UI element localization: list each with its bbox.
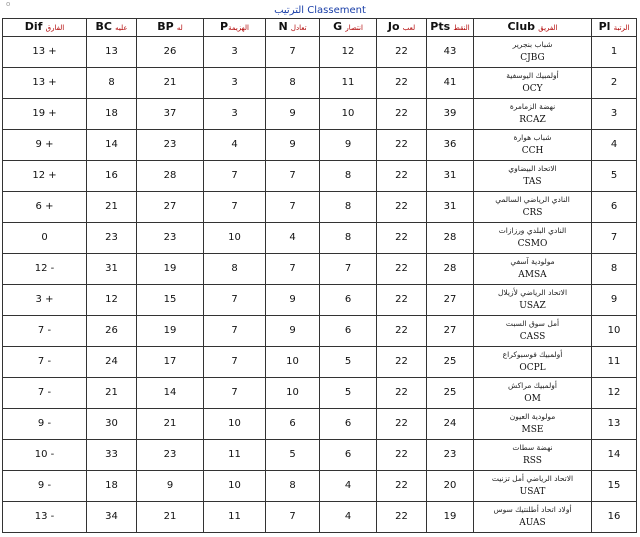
- cell-lost: 7: [204, 192, 266, 223]
- cell-won: 8: [320, 223, 377, 254]
- cell-goals-for: 23: [137, 130, 204, 161]
- cell-won: 9: [320, 130, 377, 161]
- cell-points: 25: [427, 347, 474, 378]
- club-name-arabic: شباب هوارة: [513, 133, 552, 142]
- club-name-arabic: مولودية آسفي: [510, 257, 555, 266]
- cell-club: [474, 130, 592, 161]
- cell-lost: 7: [204, 316, 266, 347]
- table-row: [3, 316, 637, 347]
- club-code: CASS: [519, 332, 546, 342]
- header-diff: Dif الفارق: [3, 19, 87, 37]
- cell-club: [474, 99, 592, 130]
- cell-lost: 7: [204, 285, 266, 316]
- cell-lost: 7: [204, 161, 266, 192]
- table-row: [3, 161, 637, 192]
- club-name-arabic: أولمبيك مراكش: [508, 381, 557, 390]
- cell-goals-for: 14: [137, 378, 204, 409]
- cell-goals-for: 17: [137, 347, 204, 378]
- cell-points: 36: [427, 130, 474, 161]
- header-lost: Pالهزيمة: [204, 19, 266, 37]
- cell-club: [474, 440, 592, 471]
- cell-played: 22: [377, 347, 427, 378]
- cell-diff: 7 -: [3, 378, 87, 409]
- cell-won: 4: [320, 471, 377, 502]
- cell-won: 11: [320, 68, 377, 99]
- cell-drawn: 7: [266, 254, 320, 285]
- cell-won: 8: [320, 192, 377, 223]
- cell-rank: 9: [592, 285, 637, 316]
- cell-goals-against: 13: [87, 37, 137, 68]
- club-code: USAT: [519, 487, 546, 497]
- cell-points: 20: [427, 471, 474, 502]
- cell-played: 22: [377, 37, 427, 68]
- cell-played: 22: [377, 285, 427, 316]
- cell-rank: 4: [592, 130, 637, 161]
- cell-club: [474, 192, 592, 223]
- cell-points: 27: [427, 316, 474, 347]
- club-code: TAS: [523, 177, 542, 187]
- cell-points: 31: [427, 161, 474, 192]
- cell-drawn: 9: [266, 285, 320, 316]
- cell-club: [474, 378, 592, 409]
- cell-goals-against: 24: [87, 347, 137, 378]
- cell-club: [474, 502, 592, 533]
- cell-diff: 0: [3, 223, 87, 254]
- cell-drawn: 9: [266, 99, 320, 130]
- table-row: [3, 223, 637, 254]
- title-arabic: الترتيب: [274, 5, 305, 16]
- cell-goals-against: 12: [87, 285, 137, 316]
- cell-drawn: 6: [266, 409, 320, 440]
- cell-won: 7: [320, 254, 377, 285]
- table-row: [3, 502, 637, 533]
- cell-points: 39: [427, 99, 474, 130]
- stray-mark: o: [6, 0, 11, 8]
- club-code: RSS: [523, 456, 542, 466]
- club-name-arabic: نهضة سطات: [512, 443, 553, 452]
- club-code: CSMO: [517, 239, 548, 249]
- cell-played: 22: [377, 378, 427, 409]
- club-name-arabic: أولمبيك اليوسفية: [506, 71, 559, 80]
- cell-goals-for: 27: [137, 192, 204, 223]
- table-row: [3, 192, 637, 223]
- cell-lost: 3: [204, 68, 266, 99]
- cell-drawn: 7: [266, 37, 320, 68]
- cell-played: 22: [377, 99, 427, 130]
- cell-goals-for: 19: [137, 254, 204, 285]
- table-row: [3, 409, 637, 440]
- cell-goals-for: 26: [137, 37, 204, 68]
- table-row: [3, 37, 637, 68]
- header-won: G انتصار: [320, 19, 377, 37]
- cell-lost: 7: [204, 378, 266, 409]
- standings-table: [2, 18, 637, 533]
- cell-diff: 6 +: [3, 192, 87, 223]
- cell-diff: 9 -: [3, 471, 87, 502]
- cell-goals-for: 21: [137, 68, 204, 99]
- table-row: [3, 378, 637, 409]
- club-name-arabic: النادي الرياضي السالمي: [495, 195, 570, 204]
- cell-rank: 10: [592, 316, 637, 347]
- cell-won: 10: [320, 99, 377, 130]
- cell-rank: 5: [592, 161, 637, 192]
- cell-played: 22: [377, 192, 427, 223]
- cell-rank: 3: [592, 99, 637, 130]
- cell-points: 28: [427, 254, 474, 285]
- cell-goals-for: 23: [137, 223, 204, 254]
- cell-points: 24: [427, 409, 474, 440]
- cell-lost: 11: [204, 502, 266, 533]
- table-row: [3, 347, 637, 378]
- cell-goals-for: 9: [137, 471, 204, 502]
- cell-rank: 7: [592, 223, 637, 254]
- header-rank: Pl الرتبة: [592, 19, 637, 37]
- cell-rank: 12: [592, 378, 637, 409]
- table-row: [3, 254, 637, 285]
- cell-diff: 12 +: [3, 161, 87, 192]
- cell-goals-against: 30: [87, 409, 137, 440]
- cell-points: 23: [427, 440, 474, 471]
- table-row: [3, 440, 637, 471]
- cell-won: 12: [320, 37, 377, 68]
- cell-goals-against: 21: [87, 378, 137, 409]
- cell-rank: 6: [592, 192, 637, 223]
- cell-won: 6: [320, 440, 377, 471]
- table-row: [3, 68, 637, 99]
- cell-drawn: 7: [266, 192, 320, 223]
- cell-diff: 9 -: [3, 409, 87, 440]
- cell-won: 4: [320, 502, 377, 533]
- cell-diff: 7 -: [3, 347, 87, 378]
- table-row: [3, 471, 637, 502]
- cell-played: 22: [377, 223, 427, 254]
- club-code: OM: [524, 394, 541, 404]
- cell-lost: 3: [204, 37, 266, 68]
- cell-club: [474, 68, 592, 99]
- cell-points: 27: [427, 285, 474, 316]
- cell-lost: 10: [204, 471, 266, 502]
- header-played: Jo لعب: [377, 19, 427, 37]
- club-name-arabic: مولودية العيون: [509, 412, 556, 421]
- cell-played: 22: [377, 254, 427, 285]
- cell-won: 6: [320, 316, 377, 347]
- header-drawn: N تعادل: [266, 19, 320, 37]
- header-goals-for: BP له: [137, 19, 204, 37]
- cell-diff: 13 +: [3, 37, 87, 68]
- cell-drawn: 10: [266, 347, 320, 378]
- cell-diff: 10 -: [3, 440, 87, 471]
- cell-rank: 15: [592, 471, 637, 502]
- club-name-arabic: أمل سوق السبت: [505, 319, 560, 328]
- cell-goals-for: 37: [137, 99, 204, 130]
- cell-drawn: 8: [266, 68, 320, 99]
- cell-won: 5: [320, 378, 377, 409]
- cell-lost: 7: [204, 347, 266, 378]
- cell-diff: 3 +: [3, 285, 87, 316]
- cell-goals-against: 31: [87, 254, 137, 285]
- header-row: [3, 19, 637, 37]
- club-name-arabic: الاتحاد الرياضي أمل تزنيت: [491, 474, 574, 483]
- cell-drawn: 9: [266, 316, 320, 347]
- cell-goals-for: 21: [137, 502, 204, 533]
- table-row: [3, 130, 637, 161]
- cell-goals-against: 33: [87, 440, 137, 471]
- club-name-arabic: شباب بنجرير: [512, 40, 553, 49]
- cell-points: 25: [427, 378, 474, 409]
- cell-lost: 3: [204, 99, 266, 130]
- club-name-arabic: النادي البلدي ورزازات: [498, 226, 567, 235]
- cell-drawn: 10: [266, 378, 320, 409]
- cell-club: [474, 285, 592, 316]
- cell-drawn: 7: [266, 161, 320, 192]
- club-code: MSE: [521, 425, 544, 435]
- cell-goals-against: 18: [87, 99, 137, 130]
- cell-lost: 10: [204, 409, 266, 440]
- cell-won: 6: [320, 409, 377, 440]
- cell-club: [474, 254, 592, 285]
- cell-goals-against: 18: [87, 471, 137, 502]
- cell-diff: 9 +: [3, 130, 87, 161]
- cell-rank: 14: [592, 440, 637, 471]
- header-goals-against: BC عليه: [87, 19, 137, 37]
- cell-played: 22: [377, 161, 427, 192]
- title-latin: Classement: [307, 5, 366, 16]
- cell-rank: 11: [592, 347, 637, 378]
- cell-played: 22: [377, 316, 427, 347]
- cell-played: 22: [377, 409, 427, 440]
- cell-played: 22: [377, 68, 427, 99]
- cell-club: [474, 347, 592, 378]
- cell-goals-against: 26: [87, 316, 137, 347]
- cell-rank: 13: [592, 409, 637, 440]
- cell-goals-against: 8: [87, 68, 137, 99]
- cell-played: 22: [377, 440, 427, 471]
- club-name-arabic: أولمبيك فوسبوكراع: [502, 350, 563, 359]
- cell-lost: 8: [204, 254, 266, 285]
- club-name-arabic: الاتحاد البيضاوي: [508, 164, 557, 173]
- header-points: Pts النقط: [427, 19, 474, 37]
- cell-club: [474, 409, 592, 440]
- cell-goals-against: 16: [87, 161, 137, 192]
- cell-points: 19: [427, 502, 474, 533]
- cell-club: [474, 471, 592, 502]
- cell-played: 22: [377, 502, 427, 533]
- cell-diff: 19 +: [3, 99, 87, 130]
- club-code: AMSA: [518, 270, 547, 280]
- cell-points: 28: [427, 223, 474, 254]
- cell-points: 43: [427, 37, 474, 68]
- cell-goals-for: 21: [137, 409, 204, 440]
- cell-goals-against: 21: [87, 192, 137, 223]
- club-name-arabic: الاتحاد الرياضي لأزيلال: [497, 288, 568, 297]
- cell-goals-against: 23: [87, 223, 137, 254]
- cell-rank: 16: [592, 502, 637, 533]
- club-code: USAZ: [519, 301, 546, 311]
- cell-diff: 7 -: [3, 316, 87, 347]
- cell-drawn: 8: [266, 471, 320, 502]
- club-code: CRS: [522, 208, 543, 218]
- cell-rank: 1: [592, 37, 637, 68]
- cell-diff: 13 -: [3, 502, 87, 533]
- cell-played: 22: [377, 130, 427, 161]
- header-club: Club الفريق: [474, 19, 592, 37]
- cell-drawn: 7: [266, 502, 320, 533]
- cell-goals-for: 19: [137, 316, 204, 347]
- cell-drawn: 5: [266, 440, 320, 471]
- cell-goals-against: 14: [87, 130, 137, 161]
- cell-lost: 4: [204, 130, 266, 161]
- club-code: CCH: [521, 146, 544, 156]
- cell-won: 8: [320, 161, 377, 192]
- cell-club: [474, 161, 592, 192]
- cell-goals-for: 23: [137, 440, 204, 471]
- cell-diff: 13 +: [3, 68, 87, 99]
- page-title: [0, 4, 640, 18]
- club-name-arabic: نهضة الزمامرة: [509, 102, 556, 111]
- club-name-arabic: أولاد اتحاد أطلنتيك سوس: [493, 505, 572, 514]
- cell-won: 6: [320, 285, 377, 316]
- cell-played: 22: [377, 471, 427, 502]
- club-code: RCAZ: [519, 115, 546, 125]
- cell-drawn: 9: [266, 130, 320, 161]
- club-code: AUAS: [519, 518, 546, 528]
- cell-rank: 8: [592, 254, 637, 285]
- cell-club: [474, 223, 592, 254]
- club-code: OCY: [522, 84, 543, 94]
- cell-points: 41: [427, 68, 474, 99]
- table-row: [3, 99, 637, 130]
- cell-goals-for: 28: [137, 161, 204, 192]
- cell-lost: 10: [204, 223, 266, 254]
- cell-rank: 2: [592, 68, 637, 99]
- cell-diff: 12 -: [3, 254, 87, 285]
- club-code: CJBG: [520, 53, 545, 63]
- cell-goals-for: 15: [137, 285, 204, 316]
- cell-won: 5: [320, 347, 377, 378]
- cell-lost: 11: [204, 440, 266, 471]
- cell-club: [474, 316, 592, 347]
- cell-drawn: 4: [266, 223, 320, 254]
- club-code: OCPL: [519, 363, 546, 373]
- cell-goals-against: 34: [87, 502, 137, 533]
- cell-points: 31: [427, 192, 474, 223]
- cell-club: [474, 37, 592, 68]
- table-row: [3, 285, 637, 316]
